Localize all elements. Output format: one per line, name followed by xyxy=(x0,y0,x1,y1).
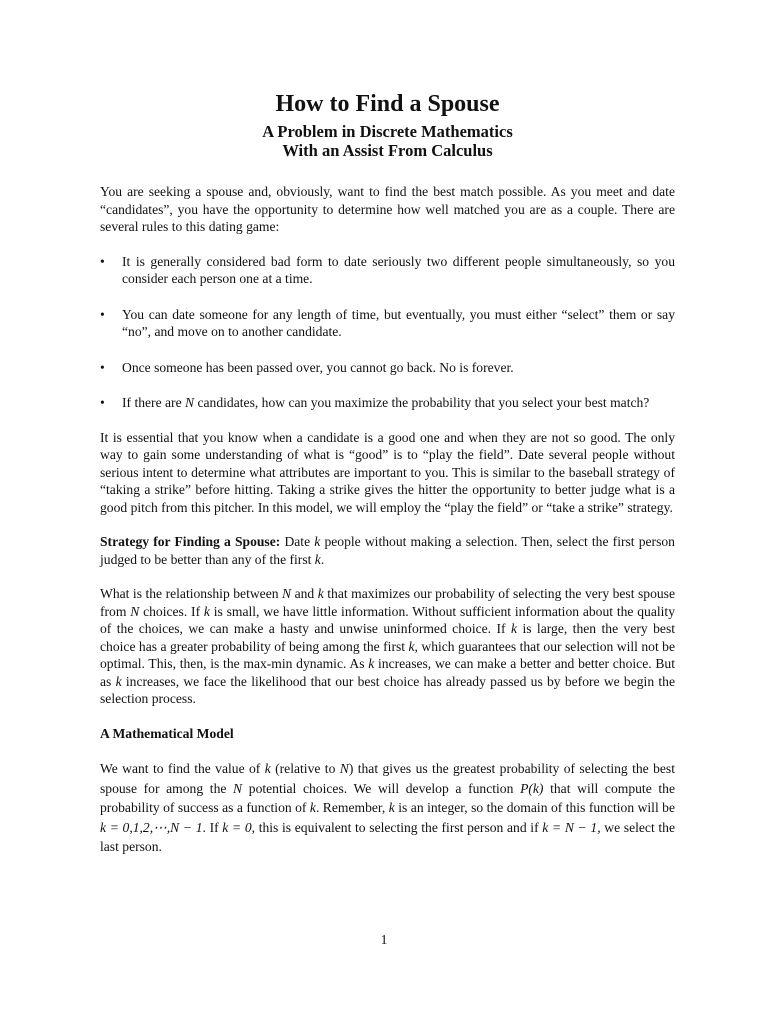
rule-item xyxy=(100,394,675,412)
page-number: 1 xyxy=(380,932,388,947)
strategy-paragraph: Strategy for Finding a Spouse: Date k people without making a selection. Then, select the first person judged to be better than any of the first k. xyxy=(100,534,675,567)
rule-text: • It is generally considered bad form to date seriously two different people simultaneously, so you consider each person one at a time. xyxy=(122,253,675,286)
section-heading: A Mathematical Model xyxy=(100,725,234,741)
rule-item xyxy=(100,306,675,341)
rules-list xyxy=(100,253,675,412)
document-title: How to Find a Spouse xyxy=(275,91,500,117)
intro-paragraph: You are seeking a spouse and, obviously, want to find the best match possible. As you meet and date “candidates”, you have the opportunity to determine how well matched you are as a couple. There are several rules to this dating game: xyxy=(100,184,675,234)
page-content xyxy=(100,90,675,857)
rule-text: • If there are N candidates, how can you maximize the probability that you select your best match? xyxy=(122,395,650,410)
rule-item xyxy=(100,253,675,288)
model-paragraph: We want to find the value of k (relative to N) that gives us the greatest probability of selecting the best spouse for among the N potential choices. We will develop a function P(k) that will compute the probability of success as a function of k. Remember, k is an integer, so the domain of this function will be k = 0,1,2,⋯,N − 1. If k = 0, this is equivalent to selecting the first person and if k = N − 1, we select the last person. xyxy=(100,761,676,854)
rule-item xyxy=(100,359,675,377)
rule-text: • You can date someone for any length of time, but eventually, you must either “select” them or say “no”, and move on to another candidate. xyxy=(122,306,675,339)
strategy-label: Strategy for Finding a Spouse: xyxy=(100,534,281,549)
rule-text: • Once someone has been passed over, you cannot go back. No is forever. xyxy=(122,359,514,375)
subtitle-line-1: A Problem in Discrete Mathematics xyxy=(262,122,513,141)
essential-paragraph: It is essential that you know when a candidate is a good one and when they are not so good. The only way to gain some understanding of what is “good” is to “play the field”. Date several people without serious intent to determine what attributes are important to you. This is similar to the baseball strategy of “taking a strike” before hitting. Taking a strike gives the hitter the opportunity to better judge what is a good pitch from this pitcher. In this model, we will employ the “play the field” or “take a strike” strategy. xyxy=(100,429,675,515)
relationship-paragraph: What is the relationship between N and k that maximizes our probability of selecting the very best spouse from N choices. If k is small, we have little information. Without sufficient information about the quality of the choices, we can make a hasty and unwise uninformed choice. If k is large, then the very best choice has a greater probability of being among the first k, which guarantees that our selection will not be optimal. This, then, is the max-min dynamic. As k increases, we can make a better and better choice. But as k increases, we face the likelihood that our best choice has already passed us by before we begin the selection process. xyxy=(100,586,676,706)
subtitle-line-2: With an Assist From Calculus xyxy=(282,141,493,160)
